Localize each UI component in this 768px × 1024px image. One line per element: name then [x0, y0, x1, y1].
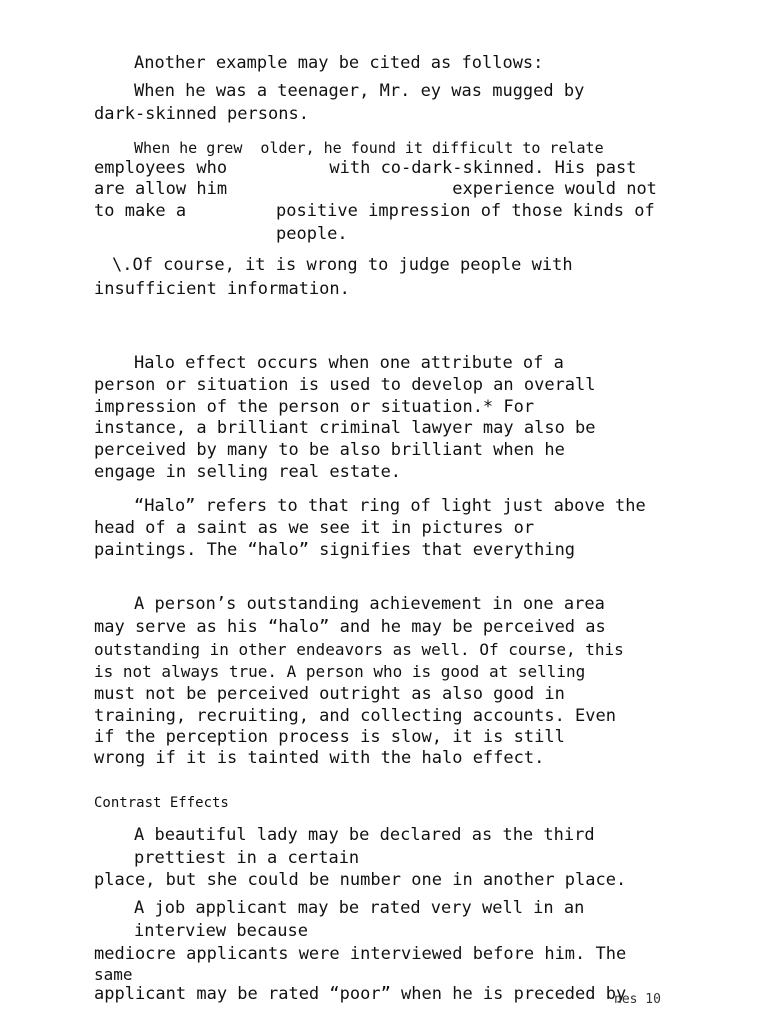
text-line: prettiest in a certain — [134, 848, 360, 868]
text-line: are allow him experience would not — [94, 179, 657, 199]
text-line: “Halo” refers to that ring of light just above the — [134, 496, 646, 516]
text-line: is not always true. A person who is good at selling — [94, 662, 586, 681]
text-line: head of a saint as we see it in pictures or — [94, 518, 535, 538]
text-line: person or situation is used to develop an overall — [94, 375, 596, 395]
text-line: same — [94, 965, 133, 984]
text-line: may serve as his “halo” and he may be perceived as — [94, 617, 606, 637]
text-line: impression of the person or situation.* For — [94, 397, 535, 417]
text-line: wrong if it is tainted with the halo effect. — [94, 748, 545, 768]
text-line: A job applicant may be rated very well in an — [134, 898, 585, 918]
text-line: outstanding in other endeavors as well. Of course, this — [94, 640, 624, 659]
text-line: people. — [276, 224, 348, 244]
text-line: When he was a teenager, Mr. ey was mugged by — [134, 81, 585, 101]
text-line: if the perception process is slow, it is still — [94, 727, 565, 747]
text-line: paintings. The “halo” signifies that everything — [94, 540, 576, 560]
text-line: When he grew older, he found it difficult to relate — [134, 139, 604, 157]
section-heading: Contrast Effects — [94, 795, 229, 811]
text-line: positive impression of those kinds of — [276, 201, 655, 221]
text-line: place, but she could be number one in another place. — [94, 870, 627, 890]
text-line: employees who with co-dark-skinned. His past — [94, 158, 637, 178]
text-line: mediocre applicants were interviewed before him. The — [94, 944, 627, 964]
text-line: A person’s outstanding achievement in one area — [134, 594, 605, 614]
text-line: training, recruiting, and collecting accounts. Even — [94, 706, 616, 726]
text-line: Halo effect occurs when one attribute of a — [134, 353, 564, 373]
text-line: instance, a brilliant criminal lawyer may also be — [94, 418, 596, 438]
text-line: perceived by many to be also brilliant when he — [94, 440, 565, 460]
text-line: dark-skinned persons. — [94, 104, 309, 124]
text-line: applicant may be rated “poor” when he is preceded by — [94, 984, 627, 1004]
text-line: Another example may be cited as follows: — [134, 53, 544, 73]
text-line: A beautiful lady may be declared as the third — [134, 825, 595, 845]
text-line: insufficient information. — [94, 279, 350, 299]
text-line: engage in selling real estate. — [94, 462, 402, 482]
text-line: must not be perceived outright as also good in — [94, 684, 565, 704]
page-number: nes 10 — [614, 992, 661, 1007]
text-line: interview because — [134, 921, 308, 941]
text-line: to make a — [94, 201, 187, 221]
text-line: \.Of course, it is wrong to judge people with — [112, 255, 573, 275]
